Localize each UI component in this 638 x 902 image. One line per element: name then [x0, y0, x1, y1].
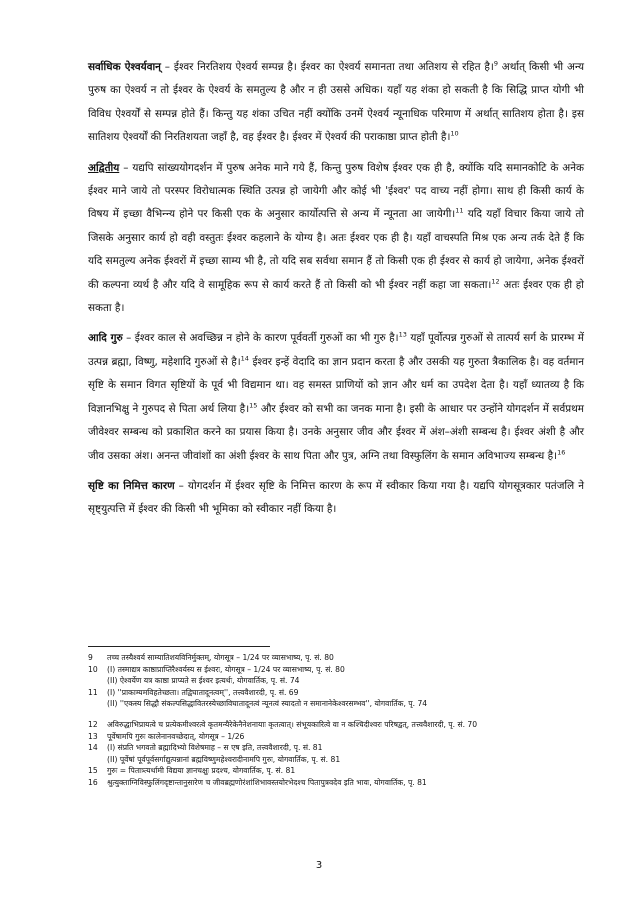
footnote-number: 12	[88, 719, 98, 729]
footnote-number	[88, 754, 107, 766]
footnote-number: 14	[88, 743, 98, 753]
paragraph-text: अतः ईश्वर एक ही हो सकता है।	[88, 278, 584, 315]
paragraph-text: – ईश्वर काल से अवच्छिन्न न होने के कारण पूर्ववर्ती गुरुओं का भी गुरु है।	[122, 332, 399, 345]
footnote-number: 13	[88, 731, 98, 741]
footnotes	[88, 652, 588, 789]
footnote-text: गुरुः = पितात्र्त्यर्थामी विद्यया ज्ञानचक्षुः प्रदश्च, योगवार्तिक, पृ. सं. 81	[107, 766, 296, 776]
footnote-separator	[88, 646, 270, 647]
footnote	[88, 742, 588, 754]
footnote	[88, 687, 588, 699]
paragraph-heading-term: सृष्टि का निमित्त कारण	[88, 479, 175, 492]
paragraph	[88, 475, 584, 522]
paragraph-heading-term: अद्वितीय	[88, 161, 120, 174]
footnote	[88, 719, 588, 731]
paragraph-text: यदि यहाँ विचार किया जाये तो जिसके अनुसार कार्य हो वही वस्तुतः ईश्वर कहलाने के योग्य है। अतः ईश्वर एक ही है। यहाँ वाचस्पति मिश्र एक अन्य तर्क देते हैं कि यदि समतुल्य अनेक ईश्वरों में इच्छा साम्य भी है, तो यदि सब सर्वथा समान हैं तो किसी एक ही ईश्वर से कार्य हो जायेगा, अनेक ईश्वरों की कल्पना व्यर्थ है और यदि वे सामूहिक रूप से कार्य करते हैं तो किसी को भी ईश्वर नहीं कहा जा सकता।	[88, 208, 584, 291]
footnote	[88, 664, 588, 676]
paragraph	[88, 327, 584, 467]
footnote-number: 9	[88, 653, 93, 662]
paragraph-text: अर्थात् किसी भी अन्य पुरुष का ऐश्वर्य न तो ईश्वर के ऐश्वर्य के समतुल्य है और न ही उससे अधिक। यहाँ यह शंका हो सकती है कि सिद्धि प्राप्त योगी भी विविध ऐश्वर्यों से सम्पन्न होते हैं। किन्तु यह शंका उचित नहीं क्योंकि उनमें ऐश्वर्य न्यूनाधिक परिमाण में अर्थात् सातिशय होता है। इस सातिशय ऐश्वर्यों की निरतिशयता जहाँ है, वह ईश्वर है। ईश्वर में ऐश्वर्य की पराकाष्ठा प्राप्त होती है।	[88, 61, 584, 144]
footnote-text: (I) ''प्राकाम्यमविहतेच्छता। तद्विघातादूनत्वम्'', तत्त्ववैशारदी, पृ. सं. 69	[107, 687, 299, 697]
footnote-number: 15	[88, 766, 98, 776]
paragraph-text: यहाँ पूर्वोत्पन्न गुरुओं से तात्पर्य सर्ग के प्रारम्भ में उत्पन्न ब्रह्मा, विष्णु, महेशादि गुरुओं से है।	[88, 332, 584, 368]
footnote-ref: 10	[450, 129, 459, 138]
footnote	[88, 698, 588, 710]
footnote	[88, 675, 588, 687]
footnote-text: पूर्वेषामपि गुरुः कालेनानवच्छेदात्, योगसूत्र – 1/26	[107, 731, 245, 741]
footnote-number: 10	[88, 664, 98, 674]
footnote-number: 11	[88, 687, 98, 697]
footnote	[88, 731, 588, 743]
footnote-ref: 11	[455, 206, 464, 215]
paragraph	[88, 157, 584, 321]
footnote	[88, 777, 588, 789]
footnote-number: 16	[88, 777, 98, 787]
footnote-text: श्रुत्युक्ताग्निविस्फुलिंगदृष्टान्तानुसारेण च जीवब्रह्मणोरंशांशिभावस्तयोरभेदश्च पितापुत्रवदेव इति भावः, योगवार्तिक, पृ. 81	[107, 777, 427, 787]
footnote-number	[88, 698, 107, 710]
footnote-ref: 14	[240, 354, 249, 363]
paragraph-text: ईश्वर इन्हें वेदादि का ज्ञान प्रदान करता है और उसकी यह गुरुता त्रैकालिक है। वह वर्तमान सृष्टि के समान विगत सृष्टियों के पूर्व भी विद्यमान था। वह समस्त प्राणियों को ज्ञान और धर्म का उपदेश देता है। यहाँ ध्यातव्य है कि विज्ञानभिक्षु ने गुरुपद से पिता अर्थ लिया है।	[88, 355, 584, 415]
footnote-ref: 15	[249, 401, 258, 410]
paragraph-text: और ईश्वर को सभी का जनक माना है। इसी के आधार पर उन्होंने योगदर्शन में सर्वप्रथम जीवेश्वर सम्बन्ध को प्रकाशित करने का प्रयास किया है। उनके अनुसार जीव और ईश्वर में अंश–अंशी सम्बन्ध है। ईश्वर अंशी है और जीव उसका अंश। अनन्त जीवांशों का अंशी ईश्वर के साथ पिता और पुत्र, अग्नि तथा विस्फुलिंग के समान अविभाज्य सम्बन्ध है।	[88, 402, 585, 462]
footnote	[88, 652, 588, 664]
footnote-text: (II) ऐश्वर्येण यत्र काष्ठा प्राप्यते स ईश्वर इत्यर्थः, योगवार्तिक, पृ. सं. 74	[107, 676, 300, 686]
footnote-number	[88, 675, 107, 687]
footnote-text: अविरुद्धाभिप्रायत्वे च प्रत्येकमीश्वरत्वे कृतमन्यैरेकेनैनेशनायाः कृतत्वात्। संभूयकारित्वे वा न कश्चिदीश्वरः परिषद्वत्, तत्त्ववैशारदी, पृ. सं. 70	[107, 719, 478, 729]
footnote	[88, 754, 588, 766]
paragraph	[88, 56, 584, 150]
paragraph-text: – यद्यपि सांख्ययोगदर्शन में पुरुष अनेक माने गये हैं, किन्तु पुरुष विशेष ईश्वर एक ही है, क्योंकि यदि समानकोटि के अनेक ईश्वर माने जाये तो परस्पर विरोधात्मक स्थिति उत्पन्न हो जायेगी और कोई भी 'ईश्वर' पद वाच्य नहीं होगा। साथ ही किसी कार्य के विषय में इच्छा वैभिन्न्य होने पर किसी एक के अनुसार कार्योत्पत्ति से अन्य में न्यूनता आ जायेगी।	[88, 161, 584, 221]
footnote-text: (II) पूर्वेषां पूर्वपूर्वसर्गाद्युत्पन्नानां ब्रह्मविष्णुमहेश्वरादीनामपि गुरुः, योगवार्तिक, पृ. सं. 81	[107, 754, 341, 764]
page-number: 3	[315, 860, 323, 871]
footnote-ref: 16	[557, 448, 566, 457]
paragraph-heading-term: सर्वाधिक ऐश्वर्यवान्	[88, 61, 161, 73]
footnote-ref: 9	[493, 59, 498, 68]
footnote	[88, 765, 588, 777]
footnote-text: (I) तस्माद्यत्र काष्ठाप्राप्तिरैश्वर्यस्य स ईश्वरः, योगसूत्र – 1/24 पर व्यासभाष्य, पृ. सं. 80	[107, 664, 345, 674]
footnote-text: (I) संप्रति भगवतो ब्रह्मादिभ्यो विशेषमाह – स एष इति, तत्त्ववैशारदी, पृ. सं. 81	[107, 743, 323, 753]
paragraph-heading-term: आदि गुरु	[88, 332, 123, 345]
body-text	[88, 56, 584, 529]
footnote-ref: 12	[491, 277, 500, 286]
footnote-text: (II) ''एकस्य सिद्धौ संकल्पसिद्धावितरस्येच्छाविघातादूनत्वं न्यूनत्वं स्यादतो न समानानेकेश्वरसम्भव'', योगवार्तिक, पृ. 74	[107, 699, 428, 709]
paragraph-text: – योगदर्शन में ईश्वर सृष्टि के निमित्त कारण के रूप में स्वीकार किया गया है। यद्यपि योगसूत्रकार पतंजलि ने सृष्ट्युत्पत्ति में ईश्वर की किसी भी भूमिका को स्वीकार नहीं किया है।	[88, 479, 584, 516]
footnote-ref: 13	[398, 331, 407, 339]
paragraph-text: – ईश्वर निरतिशय ऐश्वर्य सम्पन्न है। ईश्वर का ऐश्वर्य समानता तथा अतिशय से रहित है।	[160, 61, 494, 73]
footnote-text: तच्च तस्यैश्वर्य साम्यातिशयविनिर्मुक्तम्, योगसूत्र – 1/24 पर व्यासभाष्य, पृ. सं. 80	[107, 653, 334, 662]
